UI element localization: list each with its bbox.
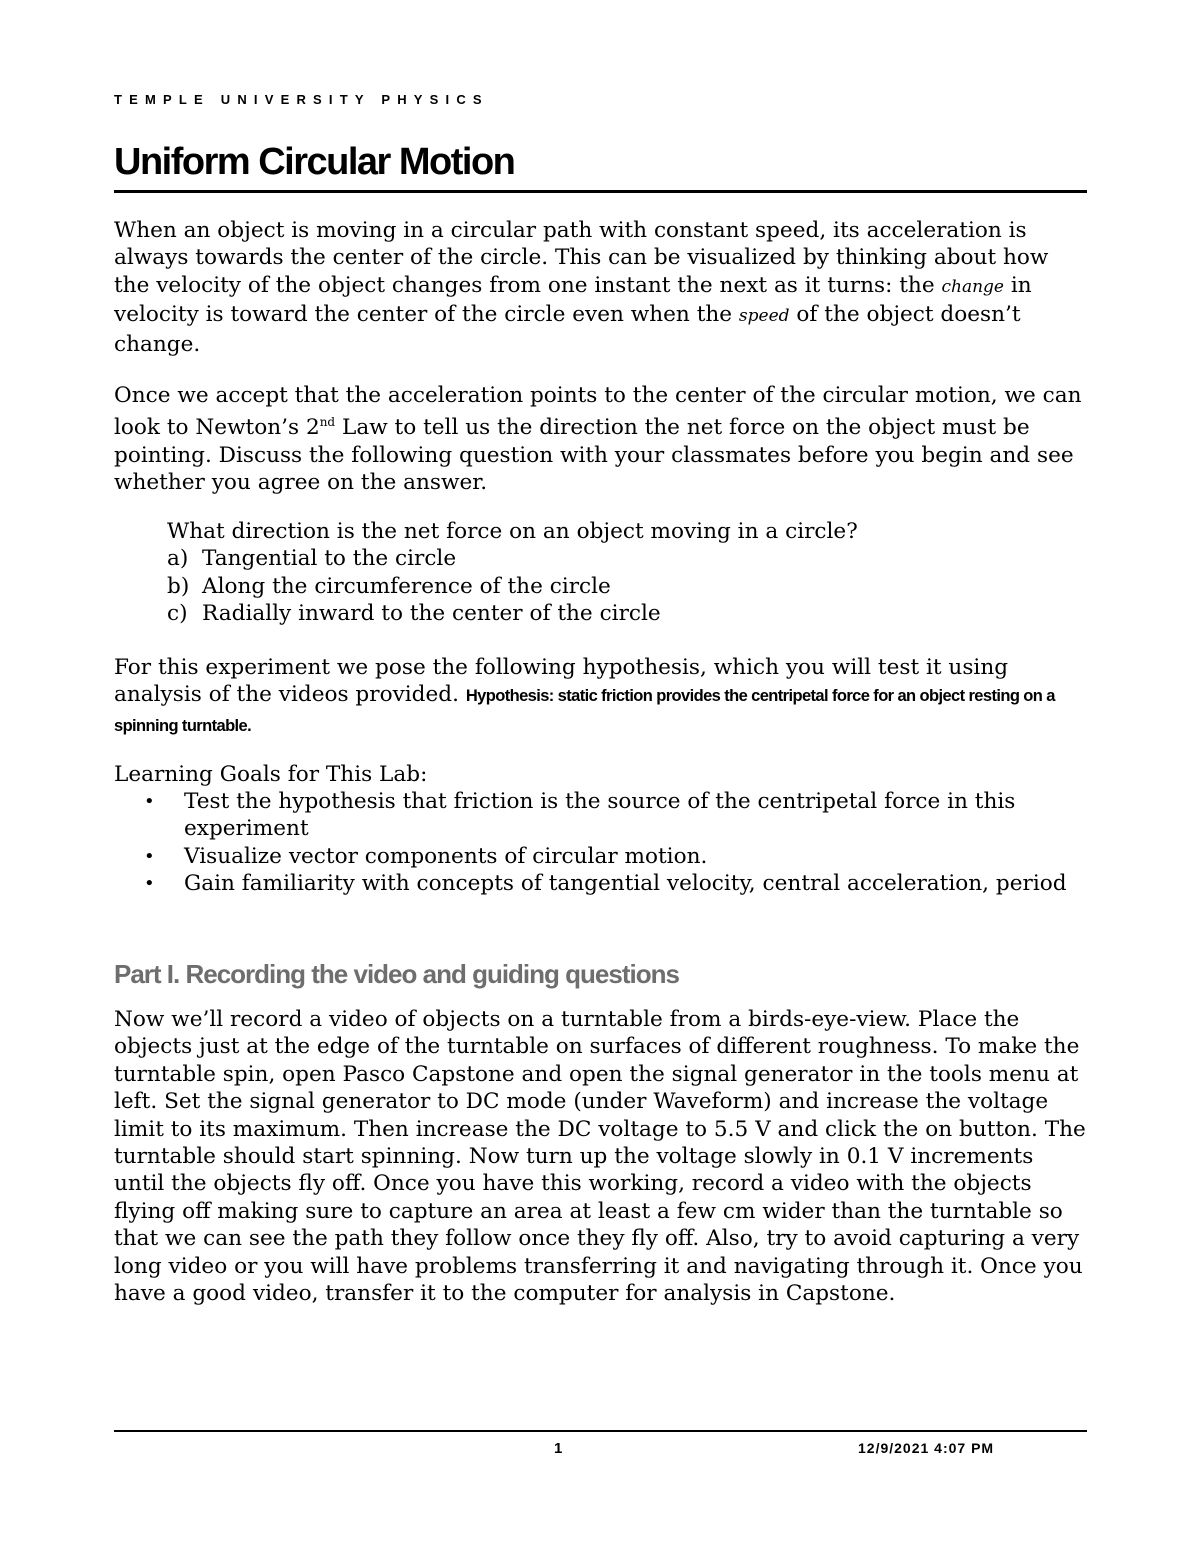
discussion-question (167, 518, 1067, 628)
learning-goals-title: Learning Goals for This Lab: (114, 762, 428, 787)
learning-goals-list (114, 788, 1086, 898)
option-letter: c) (167, 601, 188, 627)
hypothesis-statement: Hypothesis: static friction provides the centripetal force for an object resting on a spinning turntable. (114, 687, 1055, 735)
question-prompt: What direction is the net force on an object moving in a circle? (167, 519, 858, 544)
question-option-a (167, 545, 1067, 572)
intro-text: in velocity is toward the center of the circle even when the (114, 272, 1032, 328)
section-heading-part-1: Part I. Recording the video and guiding questions (114, 959, 679, 989)
goal-text: Gain familiarity with concepts of tangential velocity, central acceleration, period (184, 871, 1067, 897)
goal-text: Test the hypothesis that friction is the source of the centripetal force in this experiment (184, 789, 1016, 842)
list-item (114, 870, 1086, 897)
ordinal-superscript: nd (319, 415, 336, 430)
question-option-c (167, 600, 1067, 627)
intro-text: Law to tell us the direction the net force on the object must be pointing. Discuss the following question with your classmates before you begin and see whether you agree on the answer. (114, 415, 1074, 496)
emphasis-change: change (941, 276, 1004, 297)
title-divider (114, 190, 1087, 193)
intro-paragraph-1 (114, 217, 1086, 358)
question-option-b (167, 573, 1067, 600)
intro-paragraph-2 (114, 382, 1086, 497)
bullet-icon: • (144, 791, 155, 812)
intro-text: When an object is moving in a circular path with constant speed, its acceleration is always towards the center of the circle. This can be visualized by thinking about how the velocity of the object changes from one instant the next as it turns: the (114, 218, 1049, 298)
option-text: Tangential to the circle (202, 546, 457, 572)
option-text: Radially inward to the center of the circle (202, 601, 661, 627)
part1-text: Now we’ll record a video of objects on a turntable from a birds-eye-view. Place the objects just at the edge of the turntable on surfaces of different roughness. To make the turntable spin, open Pasco Capstone and open the signal generator in the tools menu at left. Set the signal generator to DC mode (under Waveform) and increase the voltage limit to its maximum. Then increase the DC voltage to 5.5 V and click the on button. The turntable should start spinning. Now turn up the voltage slowly in 0.1 V increments until the objects fly off. Once you have this working, record a video with the objects flying off making sure to capture an area at least a few cm wider than the turntable so that we can see the path they follow once they fly off. Also, try to avoid capturing a very long video or you will have problems transferring it and navigating through it. Once you have a good video, transfer it to the computer for analysis in Capstone. (114, 1007, 1086, 1307)
list-item (114, 788, 1086, 843)
option-letter: a) (167, 546, 189, 572)
list-item (114, 843, 1086, 870)
running-head: TEMPLE UNIVERSITY PHYSICS (114, 92, 489, 107)
footer-date: 12/9/2021 4:07 PM (858, 1440, 995, 1456)
intro-text: of the object doesn’t change. (114, 302, 1021, 357)
part1-paragraph (114, 1006, 1086, 1307)
page-title: Uniform Circular Motion (114, 141, 515, 183)
option-text: Along the circumference of the circle (202, 573, 611, 599)
footer-divider (114, 1430, 1087, 1432)
bullet-icon: • (144, 873, 155, 895)
page-number: 1 (554, 1440, 563, 1457)
hypothesis-lead: For this experiment we pose the following hypothesis, which you will test it using analysis of the videos provided. (114, 655, 1009, 708)
hypothesis-paragraph (114, 654, 1086, 740)
bullet-icon: • (144, 845, 155, 867)
option-letter: b) (167, 573, 190, 599)
emphasis-speed: speed (738, 306, 790, 327)
intro-text: Once we accept that the acceleration points to the center of the circular motion, we can look to Newton’s 2 (114, 383, 1082, 441)
goal-text: Visualize vector components of circular motion. (184, 843, 708, 869)
